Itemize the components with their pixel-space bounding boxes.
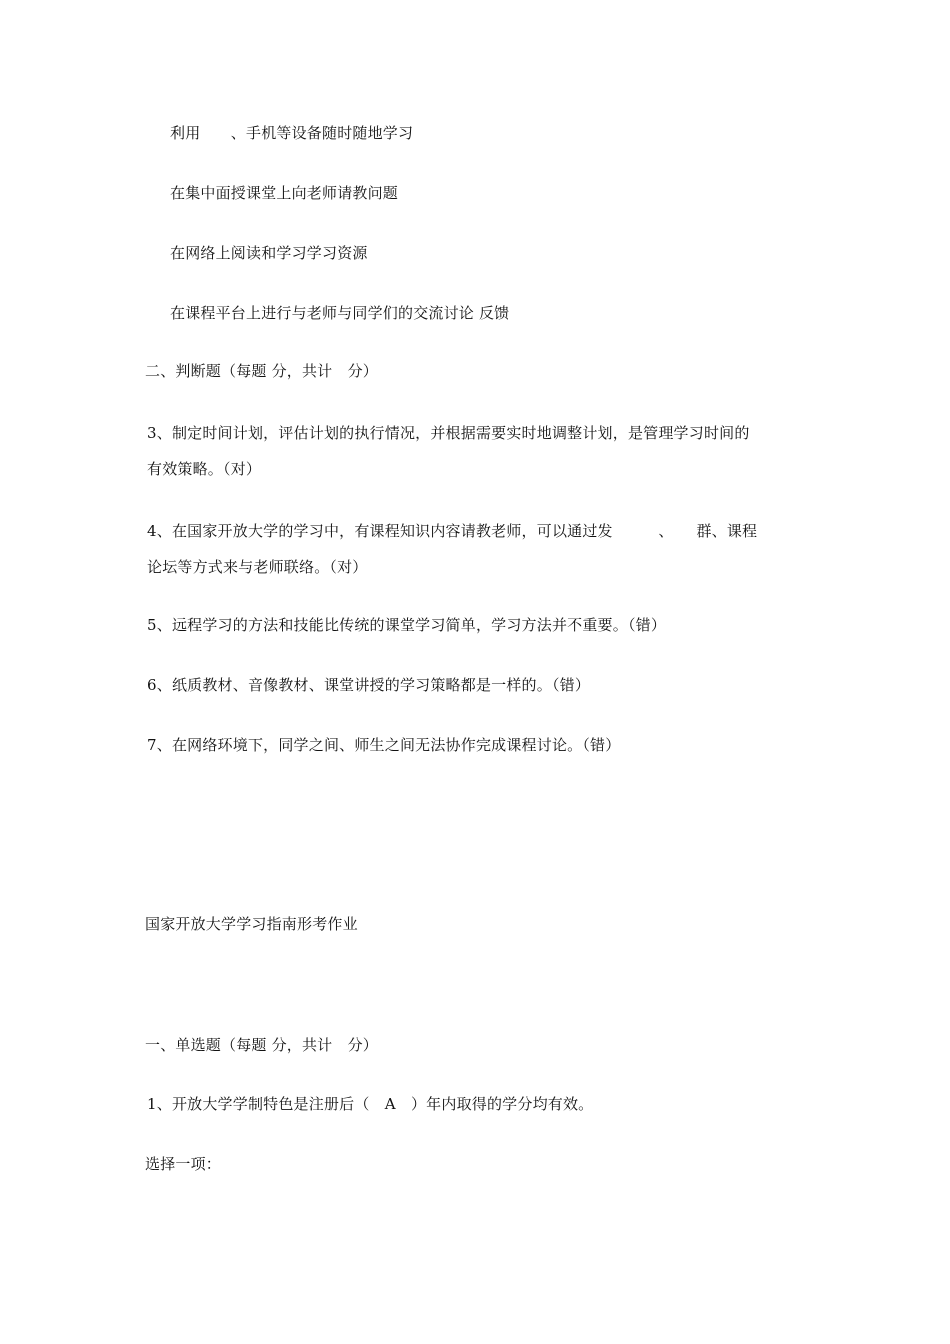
question-line: 4、在国家开放大学的学习中，有课程知识内容请教老师，可以通过发 、 群、课程	[147, 522, 758, 540]
option-line: 利用 、手机等设备随时随地学习	[170, 124, 414, 142]
section-heading-single: 一、单选题（每题 分，共计 分）	[145, 1036, 378, 1054]
question-item	[147, 513, 815, 585]
question-item: 6、纸质教材、音像教材、课堂讲授的学习策略都是一样的。（错）	[147, 676, 591, 694]
section-heading-judgement: 二、判断题（每题 分，共计 分）	[145, 362, 378, 380]
select-prompt: 选择一项：	[145, 1155, 222, 1173]
question-item	[147, 415, 815, 487]
document-title: 国家开放大学学习指南形考作业	[145, 915, 358, 933]
question-line: 有效策略。（对）	[147, 460, 262, 478]
question-item: 7、在网络环境下，同学之间、师生之间无法协作完成课程讨论。（错）	[147, 736, 621, 754]
question-item: 1、开放大学学制特色是注册后（ A ）年内取得的学分均有效。	[147, 1095, 594, 1113]
option-line: 在集中面授课堂上向老师请教问题	[170, 184, 399, 202]
question-line: 论坛等方式来与老师联络。（对）	[147, 558, 368, 576]
option-line: 在网络上阅读和学习学习资源	[170, 244, 368, 262]
question-line: 3、制定时间计划，评估计划的执行情况，并根据需要实时地调整计划，是管理学习时间的	[147, 424, 750, 442]
option-line: 在课程平台上进行与老师与同学们的交流讨论 反馈	[170, 304, 510, 322]
question-item: 5、远程学习的方法和技能比传统的课堂学习简单，学习方法并不重要。（错）	[147, 616, 667, 634]
